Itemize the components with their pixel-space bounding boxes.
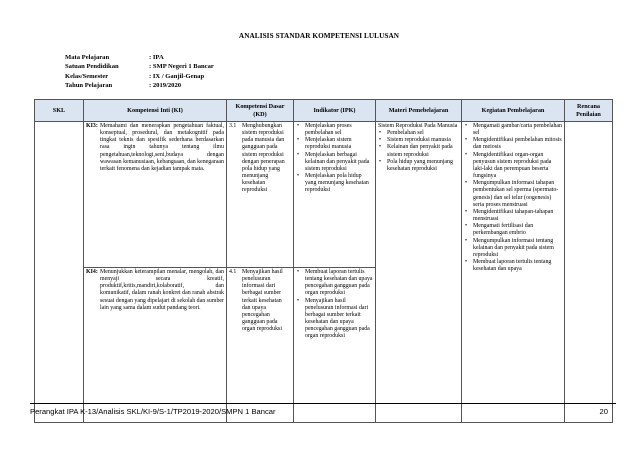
table-header-row <box>35 100 613 122</box>
meta-value: : 2019/2020 <box>149 82 182 90</box>
kd-cell <box>227 122 294 268</box>
list-item: • Membuat laporan tertulis tentang kesehatan dan upaya <box>464 259 562 273</box>
header-kegiatan: Kegiatan Pembelajaran <box>462 100 565 122</box>
document-metadata <box>65 53 214 91</box>
ki-code: KI4: <box>86 269 98 275</box>
kd-cell <box>227 268 294 423</box>
footer-text: Perangkat IPA K-13/Analisis SKL/KI-9/S-1/TP2019-2020/SMPN 1 Bancar <box>30 407 276 416</box>
ipk-cell <box>294 268 376 423</box>
meta-key: Kelas/Semester <box>65 72 109 80</box>
kd-code: 3.1 <box>229 123 237 129</box>
page-number: 20 <box>599 407 608 416</box>
document-title: ANALISIS STANDAR KOMPETENSI LULUSAN <box>238 32 400 40</box>
header-ipk: Indikator (IPK) <box>294 100 376 122</box>
meta-key: Tahun Pelajaran <box>65 82 113 90</box>
ki-code: KI3: <box>86 123 98 129</box>
list-item: • Sistem reproduksi manusia <box>378 137 459 144</box>
list-item: • Mengidentifikasi pembelahan mitosis dan meiosis <box>464 137 562 151</box>
kd-code: 4.1 <box>229 269 237 275</box>
penilaian-cell <box>565 122 613 423</box>
ki-cell <box>84 122 227 268</box>
list-item: • Mengidentifikasi tahapan-tahapan menstruasi <box>464 209 562 223</box>
meta-value: : IPA <box>149 54 164 61</box>
kegiatan-cell <box>462 122 565 423</box>
materi-cell <box>376 122 462 268</box>
list-item: • Mengumpulkan informasi tahapan pembentukan sel sperma (spermato-genesis) dan sel telur (oogenesis) serta proses menstruasi <box>464 180 562 209</box>
ki-text: Memahami dan menerapkan pengetahuan faktual, konseptual, prosedural, dan metakognitif pada tingkat teknis dan spesifik sederhana berdasarkan rasa ingin tahunya tentang ilmu pengetahuan,teknologi,seni,budaya dengan wawasan kemanusiaan, kebangsaan, dan kenegaraan terkait fenomena dan kejadian tampak mata. <box>100 123 224 172</box>
meta-row-subject <box>65 53 214 62</box>
list-item: • Menjelaskan pola hidup yang menunjang kesehatan reproduksi <box>296 173 373 194</box>
list-item: • Mengamati fertilisasi dan perkembangan embrio <box>464 223 562 237</box>
skl-analysis-table <box>34 99 613 423</box>
kd-text: Menghubungkan sistem reproduksi pada manusia dan gangguan pada sistem reproduksi dengan penerapan pola hidup yang menunjang kesehatan reproduksi <box>242 123 285 194</box>
list-item: • Membuat laporan tertulis tentang kesehatan dan upaya pencegahan gangguan pada organ reproduksi <box>296 269 373 298</box>
list-item: • Mengamati gambar/carta pembelahan sel <box>464 123 562 137</box>
meta-key: Mata Pelajaran <box>65 54 110 61</box>
list-item: • Pola hidup yang menunjang kesehatan reproduksi <box>378 159 459 173</box>
materi-cell <box>376 268 462 423</box>
kd-text: Menyajikan hasil penelusuran informasi dari berbagai sumber terkait kesehatan dan upaya pencegahan gangguan pada organ reproduksi <box>242 269 283 333</box>
meta-row-year <box>65 81 214 90</box>
list-item: • Mengumpulkan informasi tentang kelainan dan penyakit pada sistem reproduksi <box>464 238 562 259</box>
ipk-cell <box>294 122 376 268</box>
list-item: • Pembelahan sel <box>378 130 459 137</box>
header-ki: Kompetensi Inti (KI) <box>84 100 227 122</box>
list-item: • Menjelaskan berbagai kelainan dan penyakit pada sistem reproduksi <box>296 152 373 173</box>
materi-intro: Sistem Reproduksi Pada Manusia <box>378 123 458 129</box>
meta-row-class <box>65 72 214 81</box>
list-item: • Mengidentifikasi organ-organ penyusun sistem reproduksi pada laki-laki dan perempuan beserta fungsinya <box>464 152 562 181</box>
header-kd: Kompetensi Dasar (KD) <box>227 100 294 122</box>
ki-cell <box>84 268 227 423</box>
meta-value: : SMP Negeri 1 Bancar <box>149 63 214 71</box>
header-materi: Materi Pemebelajaran <box>376 100 462 122</box>
list-item: • Menjelaskan sistem reproduksi manusia <box>296 137 373 151</box>
skl-cell <box>35 122 84 423</box>
header-penilaian: Rencana Penilaian <box>565 100 613 122</box>
list-item: • Menjelaskan proses pembelahan sel <box>296 123 373 137</box>
meta-value: : IX / Ganjil-Genap <box>149 72 205 80</box>
list-item: • Menyajikan hasil penelusuran informasi dari berbagai sumber terkait kesehatan dan upaya pencegahan gangguan pada organ reproduksi <box>296 298 373 341</box>
ki-text: Menunjukkan keterampilan menalar, mengolah, dan menyaji secara kreatif, produktif,kritis,mandiri,kolaboratif, dan komunikatif, dalam ranah konkret dan ranah abstrak sesuai dengan yang dipelajari di sekolah dan sumber lain yang sama dalam sudut pandang teori. <box>100 269 224 311</box>
table-row <box>35 122 613 268</box>
footer-divider <box>30 403 616 404</box>
header-skl: SKL <box>35 100 84 122</box>
list-item: • Kelainan dan penyakit pada sistem reproduksi <box>378 144 459 158</box>
meta-row-school <box>65 62 214 71</box>
meta-key: Satuan Pendidikan <box>65 63 119 71</box>
